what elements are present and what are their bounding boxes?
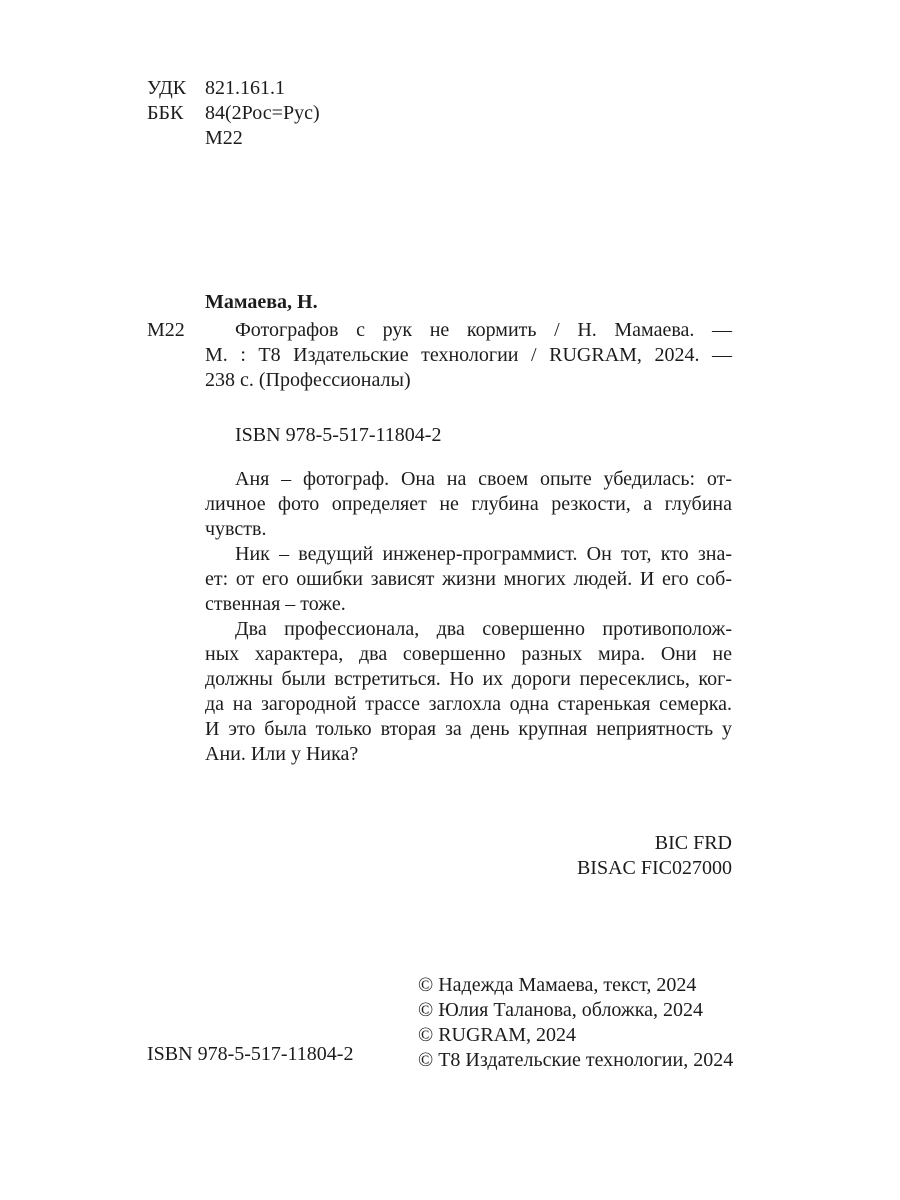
author-heading: Мамаева, Н.	[205, 291, 318, 313]
annotation-line: ственная – тоже.	[205, 593, 346, 615]
annotation-line: да на загородной трассе заглохла одна старенькая семерка.	[205, 693, 732, 715]
annotation-paragraph	[205, 467, 732, 542]
description-line: Фотографов с рук не кормить / Н. Мамаева. —	[235, 319, 732, 341]
copyright-line: © Т8 Издательские технологии, 2024	[418, 1049, 734, 1071]
annotation-line: ных характера, два совершенно разных мира. Они не	[205, 643, 732, 665]
annotation-line: Ани. Или у Ника?	[205, 743, 359, 765]
annotation-line: Ник – ведущий инженер-программист. Он тот, кто зна-	[235, 543, 732, 565]
bbk-value: 84(2Рос=Рус)	[205, 102, 320, 124]
annotation-line: личное фото определяет не глубина резкости, а глубина	[205, 493, 732, 515]
copyright-line: © Юлия Таланова, обложка, 2024	[418, 999, 704, 1021]
annotation-line: Два профессионала, два совершенно противополож-	[235, 618, 732, 640]
copyright-line: © RUGRAM, 2024	[418, 1024, 576, 1046]
annotation-line: И это была только вторая за день крупная неприятность у	[205, 718, 732, 740]
bbk-label: ББК	[147, 102, 184, 124]
annotation-line: ет: от его ошибки зависят жизни многих людей. И его соб-	[205, 568, 732, 590]
author-mark: М22	[205, 127, 243, 149]
annotation-paragraph	[205, 617, 732, 767]
bibliographic-description	[205, 318, 732, 393]
margin-author-mark: М22	[147, 319, 185, 341]
bic-code: BIC FRD	[654, 832, 732, 854]
subject-codes	[577, 831, 732, 881]
udk-value: 821.161.1	[205, 77, 285, 99]
bbk-row	[147, 101, 320, 126]
copyright-line: © Надежда Мамаева, текст, 2024	[418, 974, 697, 996]
author-mark-row	[147, 126, 320, 151]
bottom-isbn: ISBN 978-5-517-11804-2	[147, 1043, 354, 1065]
copyright-block	[418, 973, 733, 1073]
annotation-line: должны были встретиться. Но их дороги пересеклись, ког-	[205, 668, 732, 690]
annotation-paragraph	[205, 542, 732, 617]
annotation	[205, 467, 732, 767]
description-isbn: ISBN 978-5-517-11804-2	[235, 424, 442, 446]
annotation-line: чувств.	[205, 518, 267, 540]
annotation-line: Аня – фотограф. Она на своем опыте убедилась: от-	[235, 468, 732, 490]
udk-label: УДК	[147, 77, 187, 99]
description-line: 238 с. (Профессионалы)	[205, 369, 411, 391]
bisac-code: BISAC FIC027000	[576, 857, 732, 879]
classification-block	[147, 76, 320, 151]
udk-row	[147, 76, 320, 101]
description-line: М. : Т8 Издательские технологии / RUGRAM, 2024. —	[205, 344, 732, 366]
